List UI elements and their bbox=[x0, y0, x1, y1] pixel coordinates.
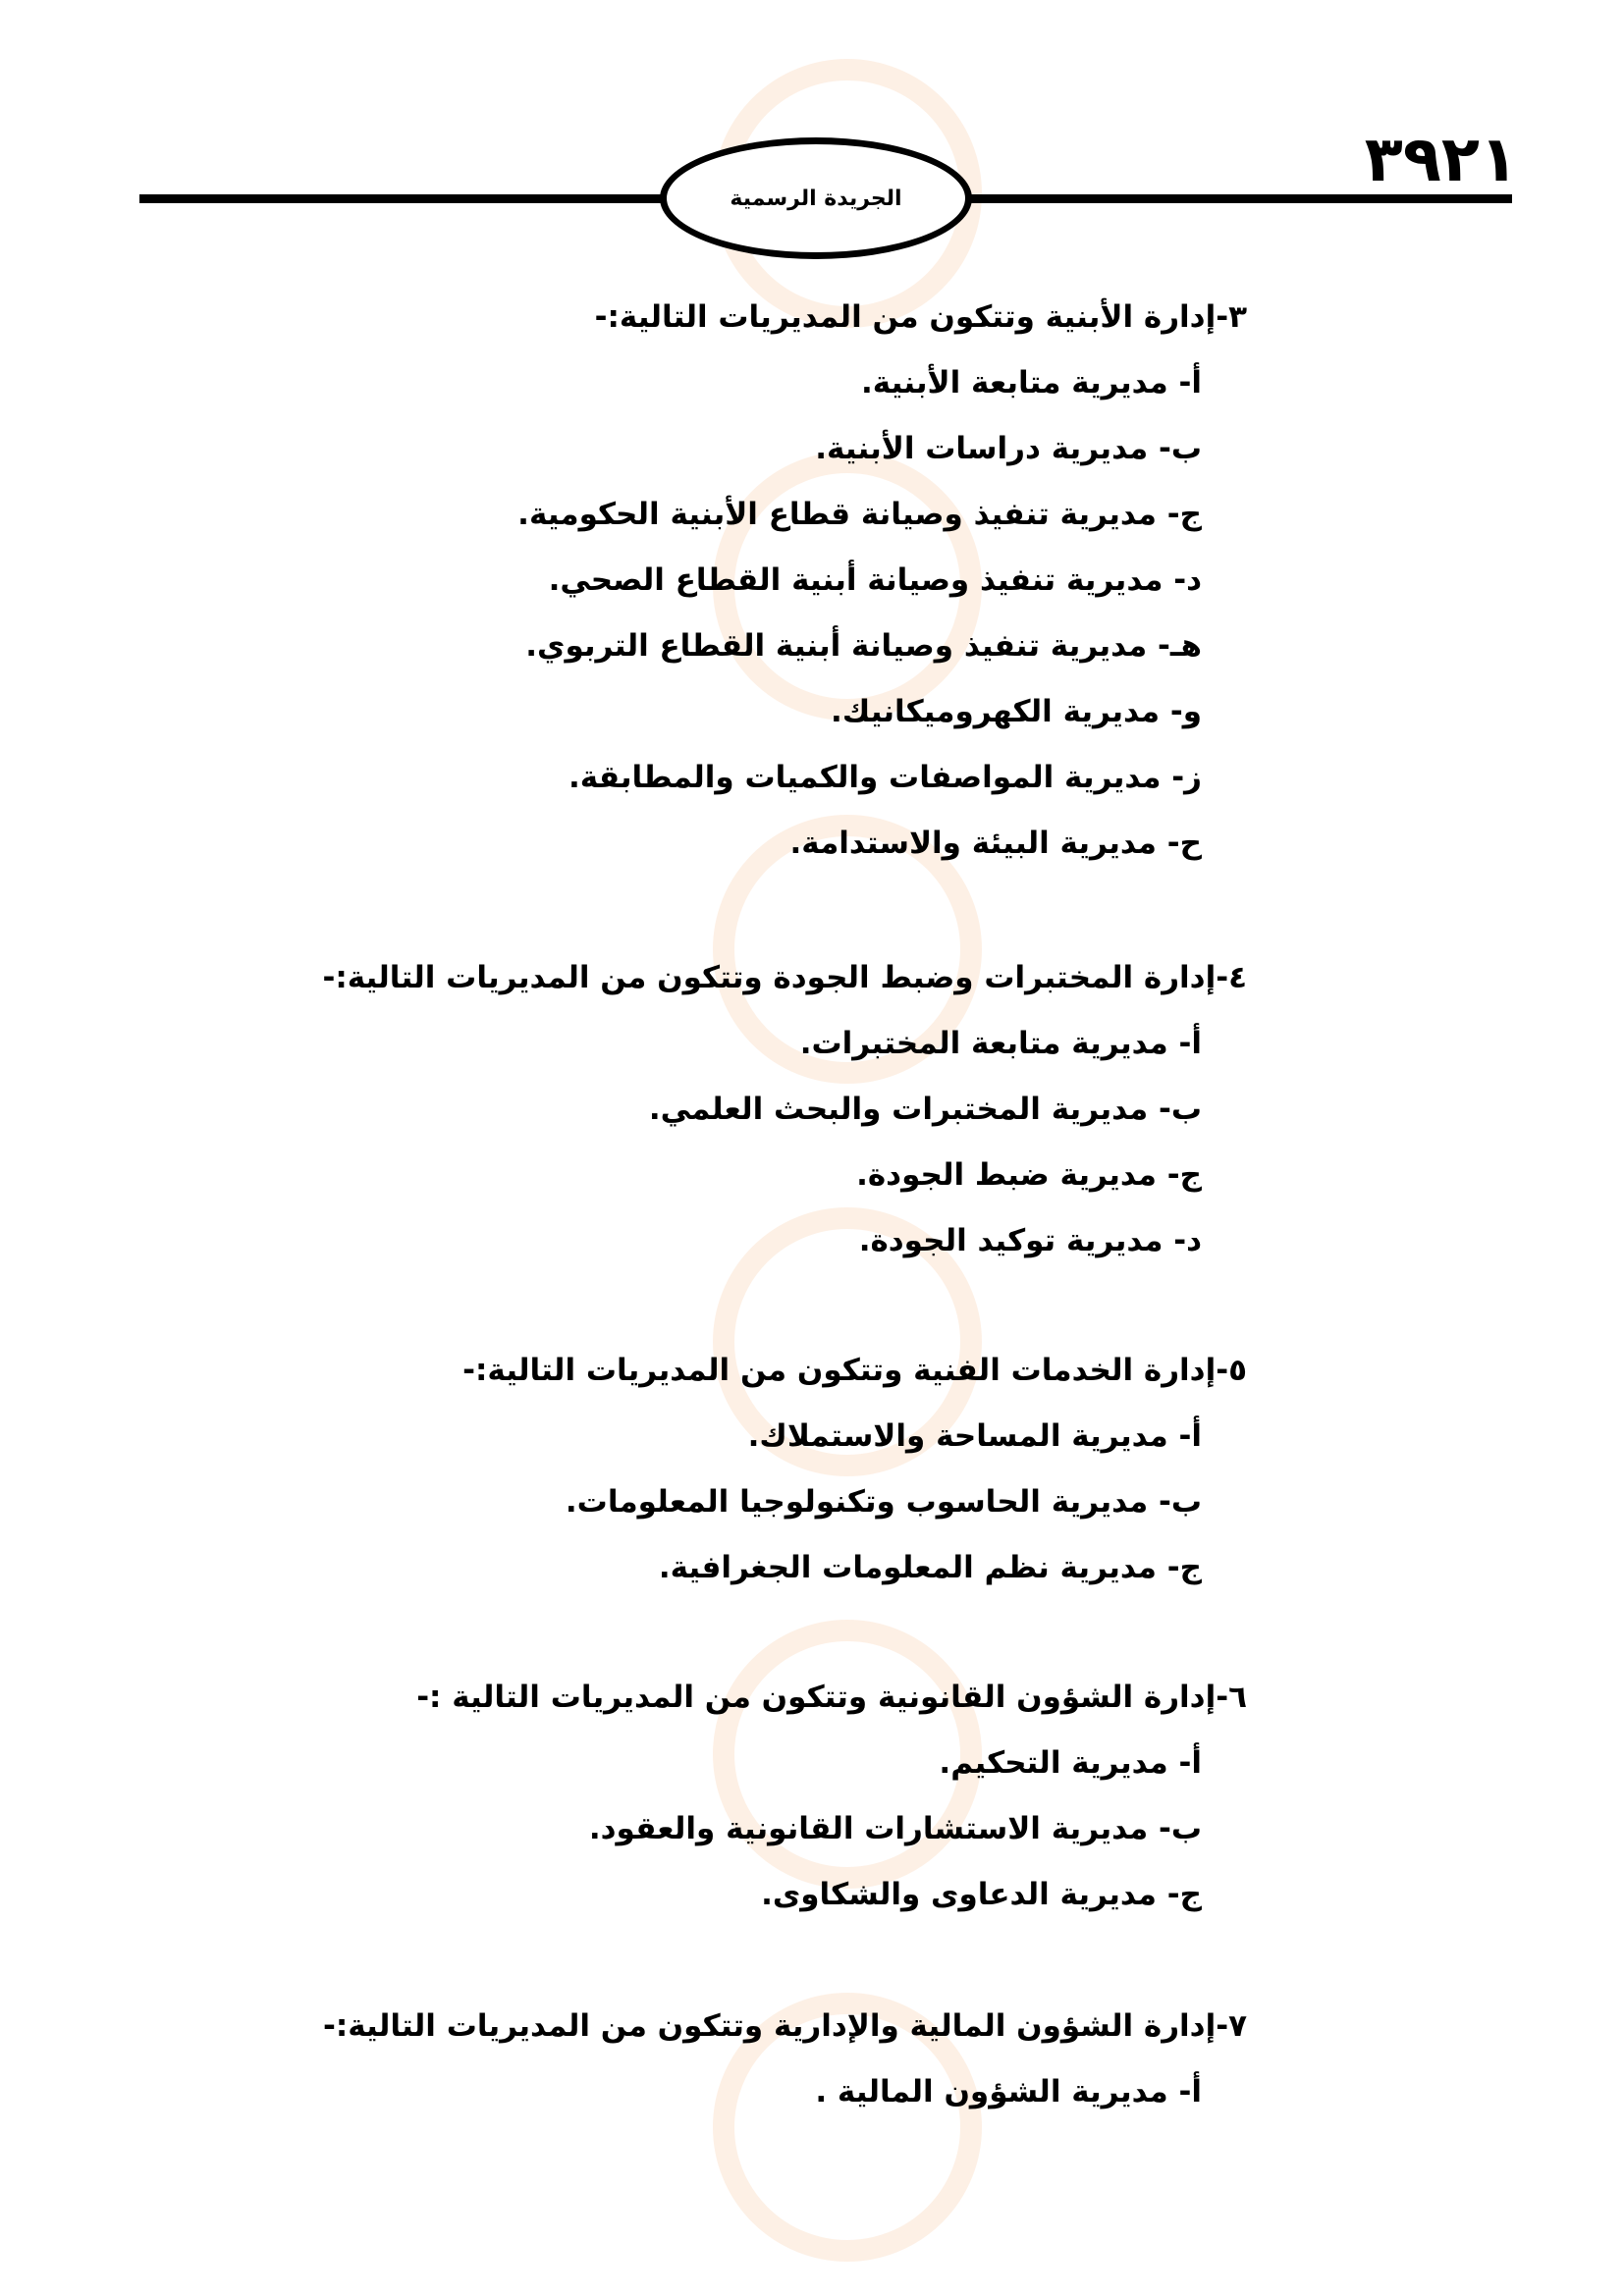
directorate-item: أ- مديرية الشؤون المالية . bbox=[815, 2074, 1202, 2109]
directorate-item: ب- مديرية دراسات الأبنية. bbox=[815, 431, 1202, 466]
directorate-item: ج- مديرية ضبط الجودة. bbox=[856, 1157, 1202, 1193]
seal-text: الجريدة الرسمية bbox=[730, 186, 902, 211]
directorate-item: ز- مديرية المواصفات والكميات والمطابقة. bbox=[568, 760, 1202, 795]
gazette-seal bbox=[660, 137, 972, 259]
directorate-item: أ- مديرية متابعة الأبنية. bbox=[861, 365, 1202, 400]
section-title: ٣-إدارة الأبنية وتتكون من المديريات التالية:- bbox=[594, 299, 1247, 335]
directorate-item: ح- مديرية البيئة والاستدامة. bbox=[789, 826, 1202, 861]
directorate-item: ب- مديرية الاستشارات القانونية والعقود. bbox=[588, 1811, 1202, 1846]
directorate-item: أ- مديرية التحكيم. bbox=[939, 1745, 1202, 1781]
section-title: ٥-إدارة الخدمات الفنية وتتكون من المديريات التالية:- bbox=[462, 1353, 1247, 1388]
page-number: ٣٩٢١ bbox=[1364, 124, 1518, 196]
directorate-item: د- مديرية تنفيذ وصيانة أبنية القطاع الصحي. bbox=[548, 562, 1202, 598]
directorate-item: ج- مديرية تنفيذ وصيانة قطاع الأبنية الحكومية. bbox=[517, 497, 1202, 532]
section-title: ٤-إدارة المختبرات وضبط الجودة وتتكون من المديريات التالية:- bbox=[322, 960, 1247, 995]
directorate-item: هـ- مديرية تنفيذ وصيانة أبنية القطاع التربوي. bbox=[525, 628, 1202, 664]
directorate-item: ب- مديرية الحاسوب وتكنولوجيا المعلومات. bbox=[565, 1484, 1202, 1520]
directorate-item: و- مديرية الكهروميكانيك. bbox=[831, 694, 1202, 729]
directorate-item: أ- مديرية متابعة المختبرات. bbox=[799, 1026, 1202, 1061]
directorate-item: أ- مديرية المساحة والاستملاك. bbox=[747, 1418, 1202, 1454]
directorate-item: ب- مديرية المختبرات والبحث العلمي. bbox=[648, 1092, 1202, 1127]
section-title: ٦-إدارة الشؤون القانونية وتتكون من المديريات التالية :- bbox=[416, 1680, 1247, 1715]
directorate-item: ج- مديرية الدعاوى والشكاوى. bbox=[761, 1877, 1202, 1912]
directorate-item: ج- مديرية نظم المعلومات الجغرافية. bbox=[658, 1550, 1202, 1585]
directorate-item: د- مديرية توكيد الجودة. bbox=[858, 1223, 1202, 1258]
section-title: ٧-إدارة الشؤون المالية والإدارية وتتكون من المديريات التالية:- bbox=[322, 2008, 1247, 2044]
